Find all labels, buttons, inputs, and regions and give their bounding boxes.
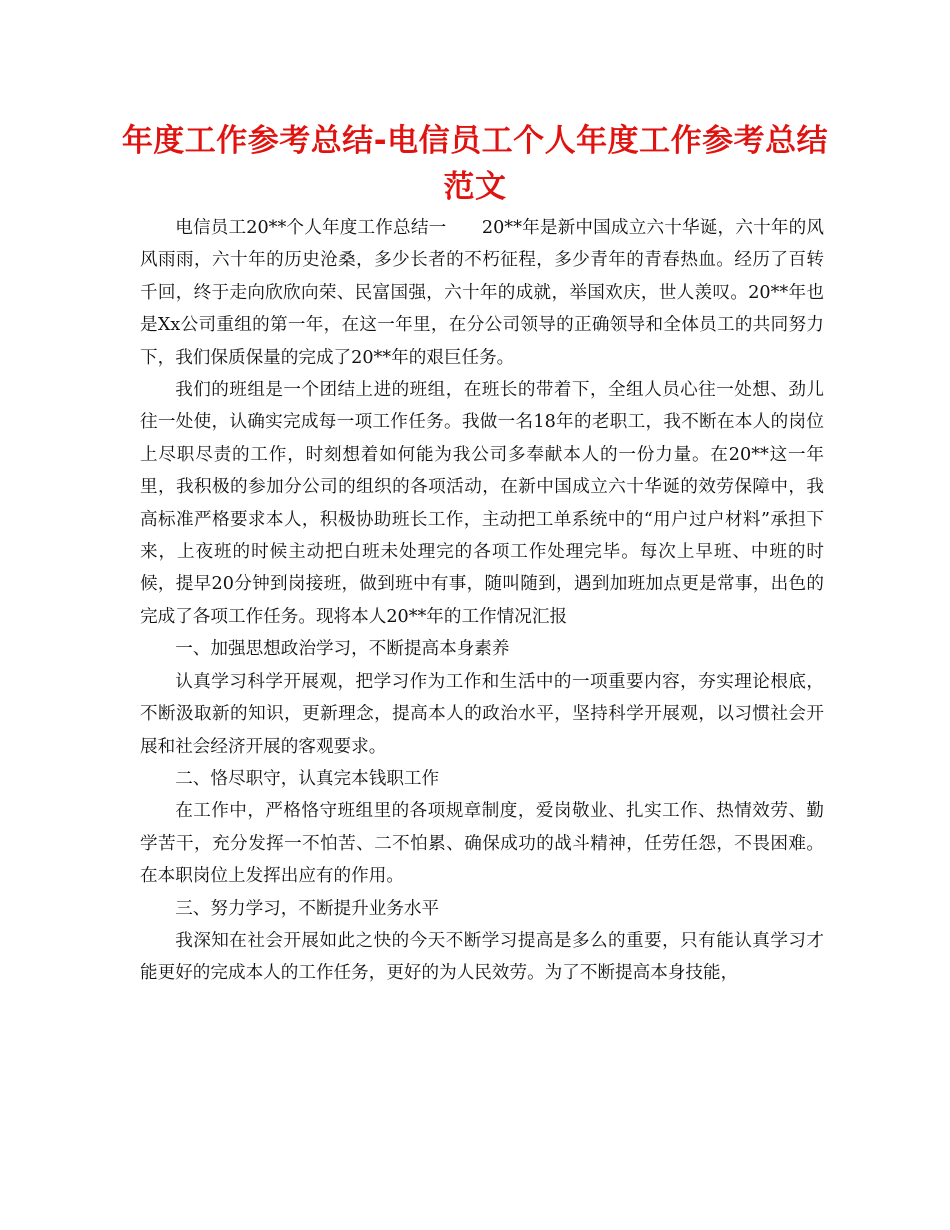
- paragraph-section-2: 在工作中，严格恪守班组里的各项规章制度，爱岗敬业、扎实工作、热情效劳、勤学苦干，充分发挥一不怕苦、二不怕累、确保成功的战斗精神，任劳任怨，不畏困难。在本职岗位上发挥出应有的作用。: [140, 801, 824, 887]
- document-body: [140, 212, 824, 990]
- section-heading-2: 二、恪尽职守，认真完本钱职工作: [175, 768, 440, 789]
- paragraph-team: 我们的班组是一个团结上进的班组，在班长的带着下，全组人员心往一处想、劲儿往一处使，认确实完成每一项工作任务。我做一名18年的老职工，我不断在本人的岗位上尽职尽责的工作，时刻想着如何能为我公司多奉献本人的一份力量。在20**这一年里，我积极的参加分公司的组织的各项活动，在新中国成立六十华诞的效劳保障中，我高标准严格要求本人，积极协助班长工作，主动把工单系统中的“用户过户材料”承担下来，上夜班的时候主动把白班未处理完的各项工作处理完毕。每次上早班、中班的时候，提早20分钟到岗接班，做到班中有事，随叫随到，遇到加班加点更是常事，出色的完成了各项工作任务。现将本人20**年的工作情况汇报: [140, 380, 824, 627]
- document-title: 年度工作参考总结-电信员工个人年度工作参考总结范文: [121, 123, 829, 205]
- paragraph-intro: 电信员工20**个人年度工作总结一 20**年是新中国成立六十华诞，六十年的风风雨雨，六十年的历史沧桑，多少长者的不朽征程，多少青年的青春热血。经历了百转千回，终于走向欣欣向荣、民富国强，六十年的成就，举国欢庆，世人羡叹。20**年也是Xx公司重组的第一年，在这一年里，在分公司领导的正确领导和全体员工的共同努力下，我们保质保量的完成了20**年的艰巨任务。: [140, 218, 824, 368]
- paragraph-section-1: 认真学习科学开展观，把学习作为工作和生活中的一项重要内容，夯实理论根底，不断汲取新的知识，更新理念，提高本人的政治水平，坚持科学开展观，以习惯社会开展和社会经济开展的客观要求。: [140, 671, 824, 757]
- section-heading-3: 三、努力学习，不断提升业务水平: [175, 898, 440, 919]
- paragraph-section-3: 我深知在社会开展如此之快的今天不断学习提高是多么的重要，只有能认真学习才能更好的完成本人的工作任务，更好的为人民效劳。为了不断提高本身技能，: [140, 930, 824, 984]
- section-heading-1: 一、加强思想政治学习，不断提高本身素养: [175, 639, 510, 660]
